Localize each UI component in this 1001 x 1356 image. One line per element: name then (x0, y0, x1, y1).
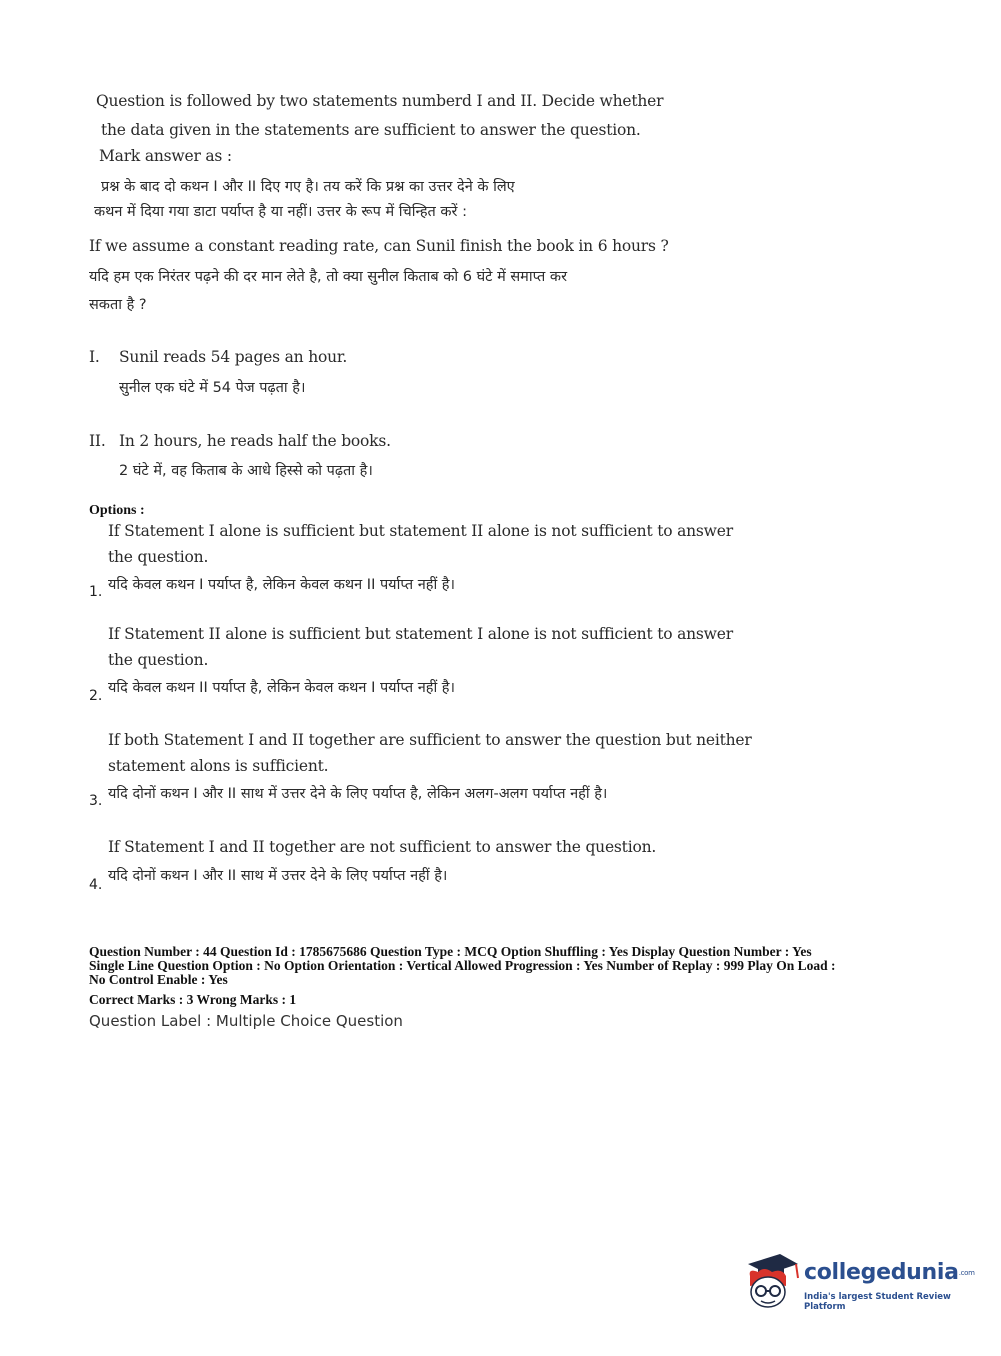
statement-1-english: Sunil reads 54 pages an hour. (119, 348, 348, 366)
instruction-hindi-2: कथन में दिया गया डाटा पर्याप्त है या नहीं। उत्तर के रूप में चिन्हित करें : (94, 204, 467, 220)
instruction-line-3: Mark answer as : (99, 147, 232, 165)
statement-2-hindi: 2 घंटे में, वह किताब के आधे हिस्से को पढ़ता है। (119, 463, 373, 479)
option-1-line-2: the question. (108, 548, 209, 566)
collegedunia-logo (742, 1250, 975, 1312)
question-hindi-1: यदि हम एक निरंतर पढ़ने की दर मान लेते है, तो क्या सुनील किताब को 6 घंटे में समाप्त कर (89, 269, 567, 285)
logo-domain: .com (958, 1269, 975, 1277)
logo-brand-text: collegedunia.com (804, 1260, 975, 1285)
question-meta-line-2: Single Line Question Option : No Option Orientation : Vertical Allowed Progression : Yes Number of Replay : 999 Play On Load : (89, 958, 836, 973)
option-3-hindi: यदि दोनों कथन I और II साथ में उत्तर देने के लिए पर्याप्त है, लेकिन अलग-अलग पर्याप्त नहीं है। (108, 786, 608, 802)
options-heading: Options : (89, 503, 145, 518)
option-2-hindi: यदि केवल कथन II पर्याप्त है, लेकिन केवल कथन I पर्याप्त नहीं है। (108, 680, 455, 696)
question-label: Question Label : Multiple Choice Question (89, 1012, 403, 1030)
option-4-hindi: यदि दोनों कथन I और II साथ में उत्तर देने के लिए पर्याप्त नहीं है। (108, 868, 448, 884)
option-1-line-1: If Statement I alone is sufficient but statement II alone is not sufficient to answer (108, 522, 733, 540)
logo-tagline: India's largest Student Review Platform (804, 1292, 951, 1312)
instruction-line-2: the data given in the statements are sufficient to answer the question. (101, 121, 641, 139)
instruction-line-1: Question is followed by two statements numberd I and II. Decide whether (96, 92, 664, 110)
option-2-line-1: If Statement II alone is sufficient but statement I alone is not sufficient to answer (108, 625, 733, 643)
option-3-line-1: If both Statement I and II together are sufficient to answer the question but neither (108, 731, 752, 749)
statement-1-marker: I. (89, 348, 100, 366)
statement-1-hindi: सुनील एक घंटे में 54 पेज पढ़ता है। (119, 380, 306, 396)
option-2-line-2: the question. (108, 651, 209, 669)
option-4-number: 4. (89, 877, 103, 893)
question-meta-line-3: No Control Enable : Yes (89, 972, 228, 987)
option-1-number: 1. (89, 584, 103, 600)
option-3-line-2: statement alons is sufficient. (108, 757, 329, 775)
option-1-hindi: यदि केवल कथन I पर्याप्त है, लेकिन केवल कथन II पर्याप्त नहीं है। (108, 577, 455, 593)
marks-info: Correct Marks : 3 Wrong Marks : 1 (89, 992, 297, 1007)
question-meta-line-1: Question Number : 44 Question Id : 1785675686 Question Type : MCQ Option Shuffling : Yes Display Question Number : Yes (89, 944, 812, 959)
option-4-line-1: If Statement I and II together are not sufficient to answer the question. (108, 838, 657, 856)
statement-2-english: In 2 hours, he reads half the books. (119, 432, 391, 450)
question-hindi-2: सकता है ? (89, 297, 147, 313)
option-3-number: 3. (89, 793, 103, 809)
statement-2-marker: II. (89, 432, 106, 450)
student-mascot-icon (742, 1250, 802, 1312)
instruction-hindi-1: प्रश्न के बाद दो कथन I और II दिए गए है। तय करें कि प्रश्न का उत्तर देने के लिए (101, 179, 515, 195)
option-2-number: 2. (89, 688, 103, 704)
question-english: If we assume a constant reading rate, can Sunil finish the book in 6 hours ? (89, 237, 669, 255)
